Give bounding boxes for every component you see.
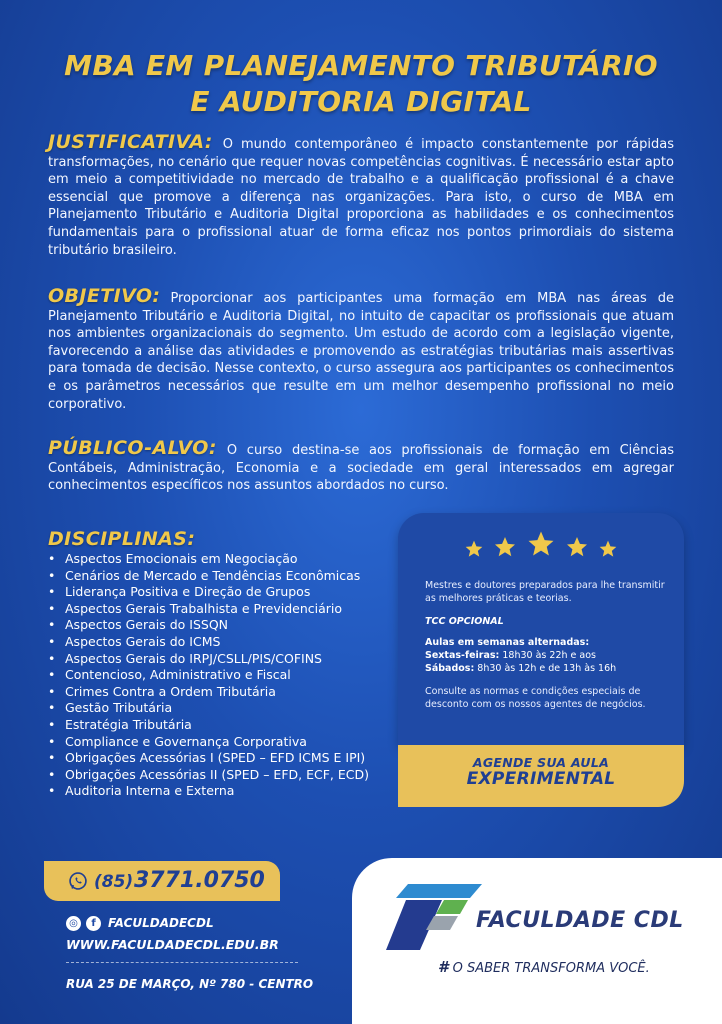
list-item: • Cenários de Mercado e Tendências Econômicas: [48, 568, 398, 585]
schedule-class-button[interactable]: [398, 745, 684, 807]
facebook-icon[interactable]: f: [86, 916, 101, 931]
list-item: • Aspectos Emocionais em Negociação: [48, 551, 398, 568]
social-handle: FACULDADECDL: [108, 916, 214, 930]
list-item: • Contencioso, Administrativo e Fiscal: [48, 667, 398, 684]
list-item: • Estratégia Tributária: [48, 717, 398, 734]
objetivo-text: Proporcionar aos participantes uma formação em MBA nas áreas de Planejamento Tributário e Auditoria Digital, no intuito de capacitar os profissionais que atuam nos ambientes organizacionais do segmento. Um estudo de acordo com a legislação vigente, favorecendo a análise das atividades e promovendo as estratégias tributárias mais assertivas para tomada de decisão. Nesse contexto, o curso assegura aos participantes os conhecimentos e os parâmetros necessários que resulte em um melhor desempenho profissional no meio corporativo.: [48, 291, 674, 412]
justificativa-section: [48, 131, 674, 259]
title-line-1: MBA EM PLANEJAMENTO TRIBUTÁRIO: [64, 49, 658, 82]
brand-slogan: [438, 958, 650, 976]
list-item: • Aspectos Gerais do IRPJ/CSLL/PIS/COFINS: [48, 651, 398, 668]
star-icon: [565, 535, 589, 563]
list-item: • Aspectos Gerais Trabalhista e Previdenciário: [48, 601, 398, 618]
divider: [66, 962, 298, 963]
publico-text: O curso destina-se aos profissionais de formação em Ciências Contábeis, Administração, Economia e a sociedade em geral interessados em agregar conhecimentos específicos nos assuntos abordados no curso.: [48, 443, 674, 494]
rating-stars: [398, 529, 684, 563]
disciplinas-heading: DISCIPLINAS:: [48, 528, 196, 550]
cta-line-1: AGENDE SUA AULA: [472, 755, 610, 770]
list-item: • Compliance e Governança Corporativa: [48, 734, 398, 751]
website-link[interactable]: WWW.FACULDADECDL.EDU.BR: [66, 937, 279, 952]
sextas-value: 18h30 às 22h e aos: [502, 650, 596, 661]
schedule: [425, 636, 616, 675]
title-line-2: E AUDITORIA DIGITAL: [190, 85, 532, 118]
phone-number: 3771.0750: [134, 868, 265, 893]
page-title: [0, 48, 722, 120]
justificativa-text: O mundo contemporâneo é impacto constantemente por rápidas transformações, no cenário que requer novas competências cognitivas. É necessário estar apto em meio a competitividade no mercado de trabalho e a qualificação profissional é a chave essencial que promove a diferença nas organizações. Para isto, o curso de MBA em Planejamento Tributário e Auditoria Digital proporciona as habilidades e os conhecimentos fundamentais para o profissional atuar de forma eficaz nos pontos primordiais do sistema tributário brasileiro.: [48, 137, 674, 258]
tcc-label: TCC OPCIONAL: [425, 616, 504, 627]
list-item: • Obrigações Acessórias II (SPED – EFD, ECF, ECD): [48, 767, 398, 784]
star-icon: [598, 539, 618, 563]
list-item: • Crimes Contra a Ordem Tributária: [48, 684, 398, 701]
list-item: • Aspectos Gerais do ISSQN: [48, 617, 398, 634]
hashtag-symbol: #: [438, 958, 449, 976]
justificativa-heading: JUSTIFICATIVA:: [48, 131, 213, 153]
phone-banner[interactable]: [44, 861, 280, 901]
instagram-icon[interactable]: ◎: [66, 916, 81, 931]
whatsapp-icon: [68, 871, 88, 891]
schedule-title: Aulas em semanas alternadas:: [425, 637, 590, 648]
brand-name: FACULDADE CDL: [476, 908, 684, 933]
publico-heading: PÚBLICO-ALVO:: [48, 437, 217, 459]
cta-line-2: EXPERIMENTAL: [466, 769, 616, 789]
card-note: Consulte as normas e condições especiais de desconto com os nossos agentes de negócios.: [425, 686, 646, 710]
list-item: • Obrigações Acessórias I (SPED – EFD ICMS E IPI): [48, 750, 398, 767]
faculdade-cdl-logo-icon: [386, 884, 482, 950]
card-description: Mestres e doutores preparados para lhe transmitir as melhores práticas e teorias.: [425, 580, 665, 604]
objetivo-section: [48, 285, 674, 413]
sabados-value: 8h30 às 12h e de 13h às 16h: [477, 663, 617, 674]
sextas-label: Sextas-feiras:: [425, 650, 500, 661]
star-icon: [526, 529, 556, 563]
list-item: • Gestão Tributária: [48, 700, 398, 717]
publico-section: [48, 437, 674, 495]
star-icon: [464, 539, 484, 563]
list-item: • Liderança Positiva e Direção de Grupos: [48, 584, 398, 601]
objetivo-heading: OBJETIVO:: [48, 285, 161, 307]
list-item: • Auditoria Interna e Externa: [48, 783, 398, 800]
phone-area-code: (85): [94, 872, 134, 892]
info-card: [398, 513, 684, 745]
disciplinas-list: [48, 551, 398, 800]
list-item: • Aspectos Gerais do ICMS: [48, 634, 398, 651]
address: RUA 25 DE MARÇO, Nº 780 - CENTRO: [66, 977, 314, 991]
brand-block: [352, 858, 722, 1024]
slogan-text: O SABER TRANSFORMA VOCÊ.: [452, 961, 650, 976]
star-icon: [493, 535, 517, 563]
sabados-label: Sábados:: [425, 663, 475, 674]
